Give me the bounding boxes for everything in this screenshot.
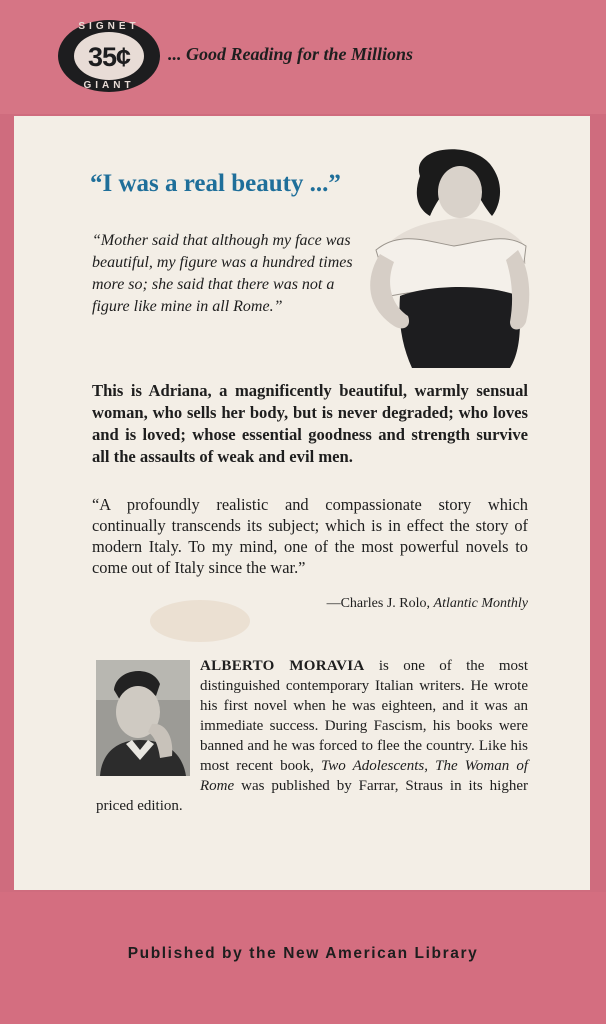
badge-top-text: SIGNET <box>78 21 140 32</box>
review-attribution-publication: Atlantic Monthly <box>433 596 528 611</box>
review-quote: “A profoundly realistic and compassionate story which continually transcends its subject; which is in effect the story of modern Italy. To my mind, one of the most powerful novels to come out of Italy since the war.” <box>92 495 528 577</box>
paper-stain <box>150 600 250 642</box>
bio-book-2: The Woman of Rome <box>200 758 528 794</box>
bio-text-3: was published by Farrar, Straus in its higher priced edition. <box>96 778 528 814</box>
woman-skirt <box>400 287 520 368</box>
woman-illustration <box>350 146 532 368</box>
bio-book-1: Two Adolescents <box>320 758 425 774</box>
author-name: ALBERTO MORAVIA <box>200 658 365 674</box>
tagline: ... Good Reading for the Millions <box>168 44 414 64</box>
headline: “I was a real beauty ...” <box>90 170 341 197</box>
bio-text-2: , <box>424 758 436 774</box>
badge-price: 35¢ <box>87 42 131 72</box>
photo-spacer <box>96 656 200 778</box>
review-attribution-name: —Charles J. Rolo, <box>326 596 431 611</box>
bio-text-1: is one of the most distinguished contemporary Italian writers. He wrote his first novel when he was eighteen, and it was an immediate success. During Fascism, his books were banned and he was forced to flee the country. Like his most recent book, <box>200 658 528 774</box>
signet-giant-badge <box>58 20 160 92</box>
badge-bottom-text: GIANT <box>83 80 135 91</box>
review-attribution <box>232 596 528 612</box>
character-quote: “Mother said that although my face was beautiful, my figure was a hundred times more so; she said that there was not a figure like mine in all Rome.” <box>92 232 353 315</box>
publisher-line: Published by the New American Library <box>127 945 479 962</box>
woman-face <box>438 166 482 218</box>
book-blurb: This is Adriana, a magnificently beautiful, warmly sensual woman, who sells her body, but is never degraded; who loves and is loved; whose essential goodness and strength survive all the assaults of weak and evil men. <box>92 381 528 466</box>
author-bio <box>96 656 528 816</box>
